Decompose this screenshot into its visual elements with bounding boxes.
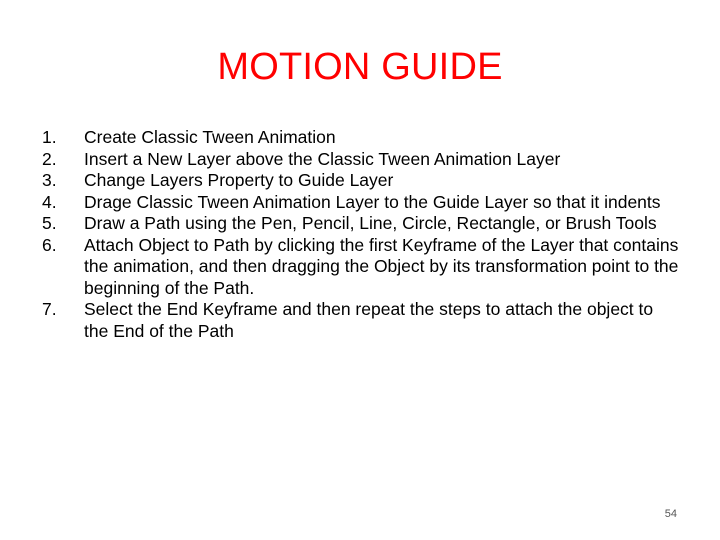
- step-number: 4.: [42, 191, 57, 212]
- step-number: 2.: [42, 148, 57, 169]
- steps-list: [42, 127, 682, 342]
- step-number: 1.: [42, 127, 57, 147]
- page-number: 54: [664, 508, 677, 520]
- step-text: Drage Classic Tween Animation Layer to the Guide Layer so that it indents: [84, 191, 661, 212]
- list-item: [42, 299, 682, 342]
- step-text: Change Layers Property to Guide Layer: [84, 170, 394, 190]
- step-text: Attach Object to Path by clicking the first Keyframe of the Layer that contains the animation, and then dragging the Object by its transformation point to the beginning of the Path.: [84, 234, 679, 298]
- step-text: Insert a New Layer above the Classic Tween Animation Layer: [84, 148, 561, 169]
- step-number: 5.: [42, 213, 57, 233]
- step-number: 3.: [42, 170, 57, 190]
- list-item: [42, 213, 682, 235]
- slide-title: MOTION GUIDE: [217, 46, 503, 88]
- list-item: [42, 235, 682, 300]
- list-item: [42, 192, 682, 214]
- step-text: Draw a Path using the Pen, Pencil, Line, Circle, Rectangle, or Brush Tools: [84, 213, 657, 233]
- list-item: [42, 127, 682, 149]
- list-item: [42, 149, 682, 171]
- step-text: Select the End Keyframe and then repeat the steps to attach the object to the End of the Path: [84, 299, 654, 341]
- list-item: [42, 170, 682, 192]
- step-number: 7.: [42, 299, 57, 319]
- step-text: Create Classic Tween Animation: [84, 127, 336, 147]
- step-number: 6.: [42, 234, 57, 255]
